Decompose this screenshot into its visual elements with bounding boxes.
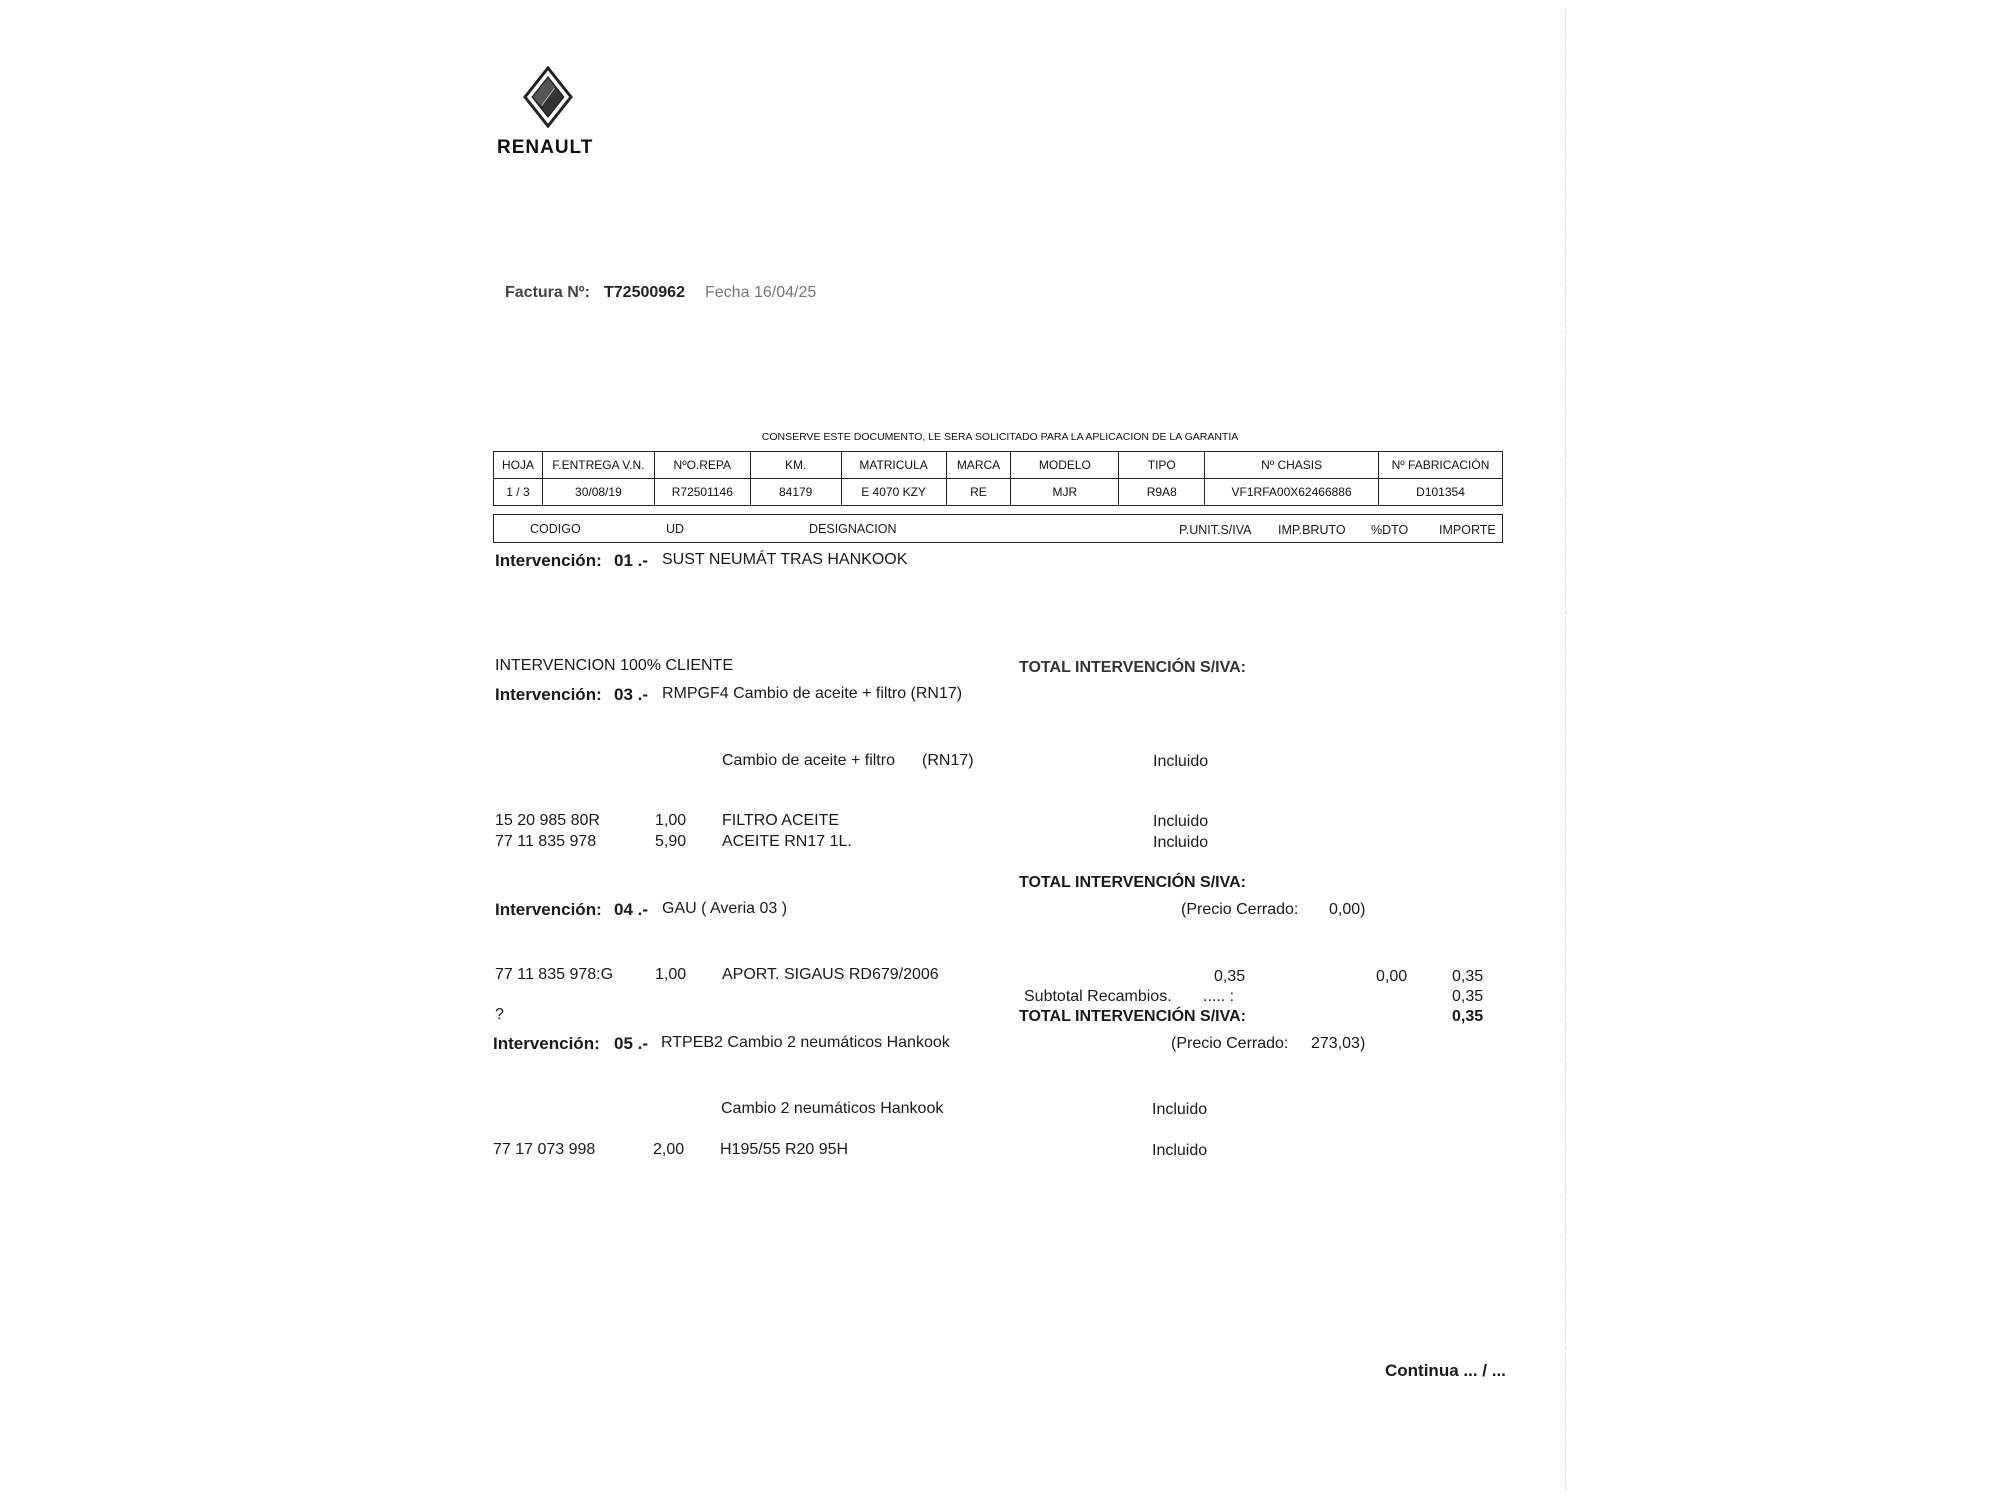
intervention-total-label: TOTAL INTERVENCIÓN S/IVA:	[1019, 874, 1246, 891]
warranty-notice: CONSERVE ESTE DOCUMENTO, LE SERA SOLICITADO PARA LA APLICACION DE LA GARANTIA	[761, 431, 1239, 443]
column-importe: IMPORTE	[1439, 523, 1496, 537]
vehicle-header-cell: MODELO	[1011, 452, 1119, 479]
intervention-total-label: TOTAL INTERVENCIÓN S/IVA:	[1019, 1008, 1246, 1025]
vehicle-value-cell: 1 / 3	[494, 479, 543, 506]
item-status: Incluido	[1153, 813, 1209, 830]
vehicle-header-cell: Nº FABRICACIÓN	[1379, 452, 1503, 479]
intervention-number: 05 .-	[614, 1034, 649, 1053]
vehicle-value-cell: R72501146	[654, 479, 750, 506]
intervention-title: GAU ( Averia 03 )	[662, 900, 788, 917]
service-status: Incluido	[1152, 1101, 1208, 1118]
renault-diamond-logo	[523, 66, 573, 128]
item-desc: H195/55 R20 95H	[720, 1141, 849, 1158]
item-importe: 0,35	[1452, 968, 1484, 985]
closed-price-value: 0,00)	[1329, 901, 1366, 918]
vehicle-table-header-row	[494, 452, 1503, 479]
item-code: 15 20 985 80R	[495, 812, 600, 829]
intervention-number: 04 .-	[614, 900, 649, 919]
intervention-note: INTERVENCION 100% CLIENTE	[495, 657, 733, 674]
item-code: 77 17 073 998	[493, 1141, 596, 1158]
vehicle-value-cell: E 4070 KZY	[841, 479, 946, 506]
brand-name: RENAULT	[497, 137, 594, 158]
closed-price-label: (Precio Cerrado:	[1181, 901, 1299, 918]
subtotal-label: Subtotal Recambios.	[1024, 988, 1172, 1005]
item-qty: 2,00	[653, 1141, 685, 1158]
item-status: Incluido	[1153, 834, 1209, 851]
service-status: Incluido	[1153, 753, 1209, 770]
vehicle-table	[493, 451, 1503, 506]
closed-price-label: (Precio Cerrado:	[1171, 1035, 1289, 1052]
intervention-title: RMPGF4 Cambio de aceite + filtro (RN17)	[662, 685, 963, 702]
invoice-date: 16/04/25	[754, 284, 817, 301]
vehicle-header-cell: F.ENTREGA V.N.	[542, 452, 654, 479]
intervention-label: Intervención:	[493, 1034, 600, 1053]
item-dto: 0,00	[1376, 968, 1408, 985]
vehicle-value-cell: MJR	[1011, 479, 1119, 506]
vehicle-header-cell: MARCA	[946, 452, 1011, 479]
intervention-number: 03 .-	[614, 685, 649, 704]
vehicle-value-cell: D101354	[1379, 479, 1503, 506]
vehicle-table-value-row	[494, 479, 1503, 506]
vehicle-header-cell: NºO.REPA	[654, 452, 750, 479]
item-qty: 1,00	[655, 966, 687, 983]
vehicle-header-cell: HOJA	[494, 452, 543, 479]
item-status: Incluido	[1152, 1142, 1208, 1159]
vehicle-header-cell: KM.	[750, 452, 841, 479]
continue-note: Continua ... / ...	[1385, 1361, 1506, 1380]
vehicle-value-cell: 30/08/19	[542, 479, 654, 506]
invoice-number: T72500962	[604, 284, 685, 301]
service-line: Cambio 2 neumáticos Hankook	[721, 1100, 944, 1117]
column-punit: P.UNIT.S/IVA	[1179, 523, 1252, 537]
invoice-number-label: Factura Nº:	[505, 284, 590, 301]
line-items-header	[493, 514, 1503, 543]
item-qty: 5,90	[655, 833, 687, 850]
service-line: Cambio de aceite + filtro	[722, 752, 895, 769]
item-punit: 0,35	[1214, 968, 1246, 985]
page-edge	[1565, 10, 1567, 1490]
subtotal-dots: ..... :	[1203, 988, 1235, 1005]
column-designacion: DESIGNACION	[809, 522, 897, 536]
intervention-title: RTPEB2 Cambio 2 neumáticos Hankook	[661, 1034, 950, 1051]
vehicle-value-cell: RE	[946, 479, 1011, 506]
vehicle-value-cell: 84179	[750, 479, 841, 506]
closed-price-value: 273,03)	[1311, 1035, 1366, 1052]
vehicle-header-cell: MATRICULA	[841, 452, 946, 479]
item-code: 77 11 835 978	[495, 833, 597, 850]
intervention-total-value: 0,35	[1452, 1008, 1484, 1025]
item-qty: 1,00	[655, 812, 687, 829]
intervention-total-label: TOTAL INTERVENCIÓN S/IVA:	[1019, 659, 1246, 676]
vehicle-value-cell: R9A8	[1119, 479, 1205, 506]
column-impbruto: IMP.BRUTO	[1278, 523, 1346, 537]
service-ref: (RN17)	[922, 752, 974, 769]
item-desc: APORT. SIGAUS RD679/2006	[722, 966, 939, 983]
vehicle-header-cell: TIPO	[1119, 452, 1205, 479]
subtotal-value: 0,35	[1452, 988, 1484, 1005]
invoice-date-label: Fecha	[705, 284, 750, 301]
column-dto: %DTO	[1371, 523, 1409, 537]
vehicle-header-cell: Nº CHASIS	[1205, 452, 1379, 479]
column-codigo: CODIGO	[530, 522, 581, 536]
intervention-number: 01 .-	[614, 551, 649, 570]
intervention-label: Intervención:	[495, 900, 602, 919]
intervention-title: SUST NEUMÁT TRAS HANKOOK	[662, 551, 908, 568]
intervention-label: Intervención:	[495, 685, 602, 704]
column-ud: UD	[666, 522, 685, 536]
question-mark: ?	[495, 1006, 504, 1023]
item-code: 77 11 835 978:G	[495, 966, 614, 983]
vehicle-value-cell: VF1RFA00X62466886	[1205, 479, 1379, 506]
item-desc: FILTRO ACEITE	[722, 812, 840, 829]
intervention-label: Intervención:	[495, 551, 602, 570]
item-desc: ACEITE RN17 1L.	[722, 833, 852, 850]
